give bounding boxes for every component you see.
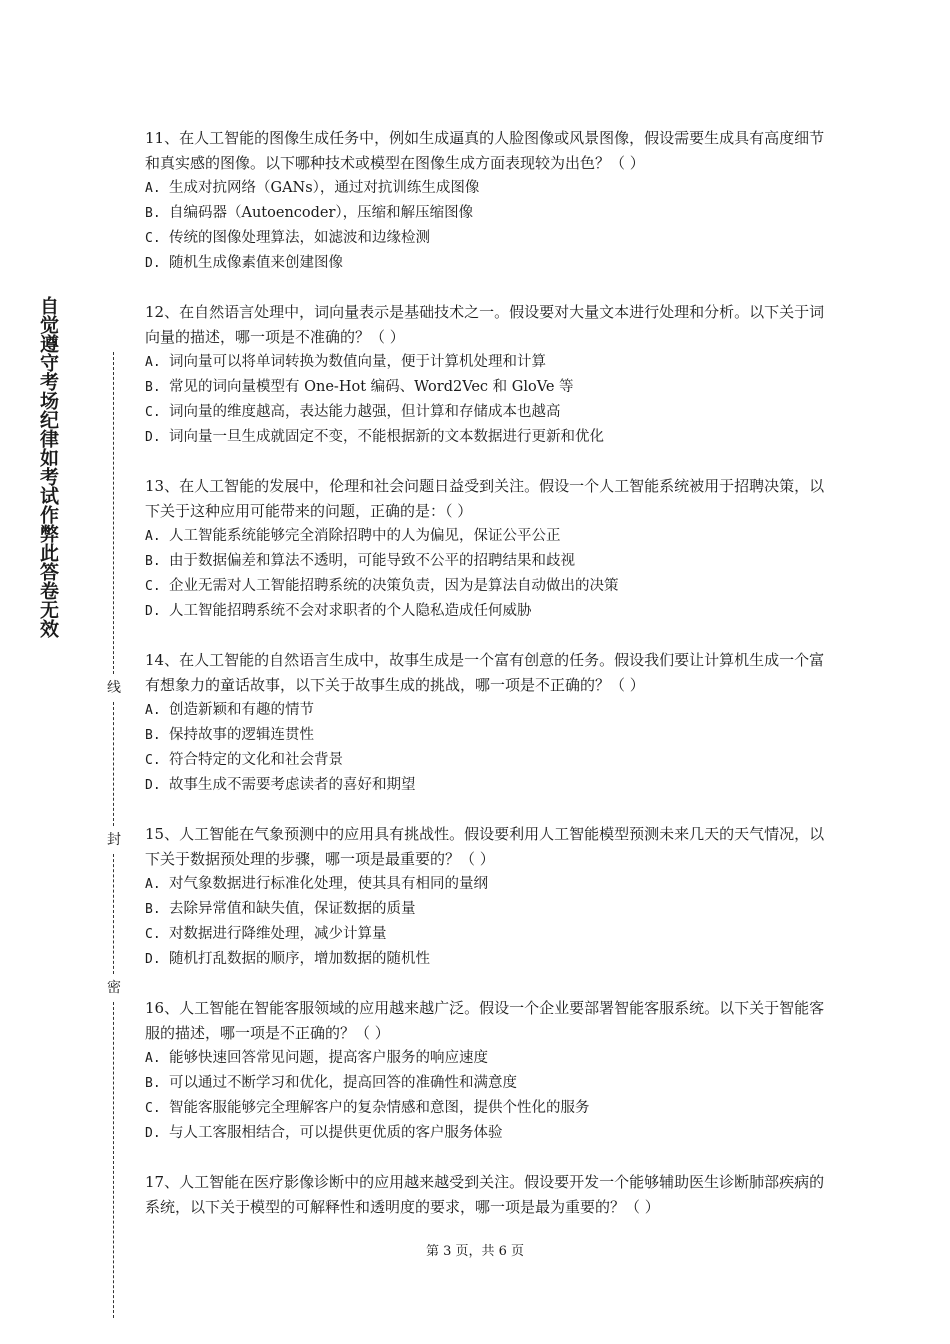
- option-letter: B.: [145, 206, 161, 221]
- option-d: [145, 251, 825, 276]
- option-letter: B.: [145, 554, 161, 569]
- option-letter: D.: [145, 1126, 161, 1141]
- option-text: 词向量的维度越高，表达能力越强，但计算和存储成本也越高: [169, 404, 561, 420]
- option-letter: D.: [145, 604, 161, 619]
- option-text: 常见的词向量模型有 One-Hot 编码、Word2Vec 和 GloVe 等: [169, 379, 574, 395]
- option-letter: C.: [145, 231, 161, 246]
- option-d: [145, 599, 825, 624]
- option-text: 与人工客服相结合，可以提供更优质的客户服务体验: [169, 1125, 503, 1141]
- option-text: 对气象数据进行标准化处理，使其具有相同的量纲: [169, 876, 488, 892]
- option-letter: C.: [145, 579, 161, 594]
- option-a: [145, 524, 825, 549]
- option-letter: B.: [145, 380, 161, 395]
- option-text: 传统的图像处理算法，如滤波和边缘检测: [169, 230, 430, 246]
- option-text: 随机打乱数据的顺序，增加数据的随机性: [169, 951, 430, 967]
- option-letter: A.: [145, 1051, 161, 1066]
- option-b: [145, 549, 825, 574]
- option-a: [145, 872, 825, 897]
- option-letter: A.: [145, 877, 161, 892]
- option-text: 人工智能系统能够完全消除招聘中的人为偏见，保证公平公正: [169, 528, 561, 544]
- option-b: [145, 1071, 825, 1096]
- binding-dash: [113, 1002, 114, 1318]
- question-stem: 15、人工智能在气象预测中的应用具有挑战性。假设要利用人工智能模型预测未来几天的天气情况，以下关于数据预处理的步骤，哪一项是最重要的？（ ）: [145, 825, 825, 868]
- option-text: 词向量可以将单词转换为数值向量，便于计算机处理和计算: [169, 354, 546, 370]
- option-letter: C.: [145, 927, 161, 942]
- option-d: [145, 425, 825, 450]
- option-text: 自编码器（Autoencoder），压缩和解压缩图像: [169, 205, 474, 221]
- option-c: [145, 574, 825, 599]
- question-list: [145, 126, 825, 1244]
- binding-mark-mi: 密: [104, 980, 124, 996]
- option-text: 智能客服能够完全理解客户的复杂情感和意图，提供个性化的服务: [169, 1100, 590, 1116]
- binding-dash: [113, 702, 114, 826]
- option-text: 符合特定的文化和社会背景: [169, 752, 343, 768]
- question-14: [145, 648, 825, 798]
- option-letter: A.: [145, 181, 161, 196]
- option-text: 去除异常值和缺失值，保证数据的质量: [169, 901, 416, 917]
- option-letter: B.: [145, 1076, 161, 1091]
- option-text: 保持故事的逻辑连贯性: [169, 727, 314, 743]
- question-stem: 12、在自然语言处理中，词向量表示是基础技术之一。假设要对大量文本进行处理和分析。以下关于词向量的描述，哪一项是不准确的？（ ）: [145, 303, 825, 346]
- option-letter: A.: [145, 355, 161, 370]
- option-c: [145, 922, 825, 947]
- option-b: [145, 723, 825, 748]
- option-text: 对数据进行降维处理，减少计算量: [169, 926, 387, 942]
- option-letter: B.: [145, 728, 161, 743]
- page-number: 第 3 页，共 6 页: [425, 1244, 525, 1259]
- option-letter: B.: [145, 902, 161, 917]
- option-letter: D.: [145, 778, 161, 793]
- option-letter: D.: [145, 952, 161, 967]
- option-letter: A.: [145, 703, 161, 718]
- question-12: [145, 300, 825, 450]
- option-text: 生成对抗网络（GANs），通过对抗训练生成图像: [169, 180, 480, 196]
- question-stem: 17、人工智能在医疗影像诊断中的应用越来越受到关注。假设要开发一个能够辅助医生诊断肺部疾病的系统，以下关于模型的可解释性和透明度的要求，哪一项是最为重要的？（ ）: [145, 1173, 825, 1216]
- option-letter: C.: [145, 753, 161, 768]
- question-11: [145, 126, 825, 276]
- option-text: 词向量一旦生成就固定不变，不能根据新的文本数据进行更新和优化: [169, 429, 604, 445]
- question-stem: 13、在人工智能的发展中，伦理和社会问题日益受到关注。假设一个人工智能系统被用于招聘决策，以下关于这种应用可能带来的问题，正确的是：（ ）: [145, 477, 825, 520]
- option-b: [145, 201, 825, 226]
- option-text: 由于数据偏差和算法不透明，可能导致不公平的招聘结果和歧视: [169, 553, 575, 569]
- option-a: [145, 176, 825, 201]
- option-d: [145, 1121, 825, 1146]
- option-text: 企业无需对人工智能招聘系统的决策负责，因为是算法自动做出的决策: [169, 578, 619, 594]
- option-letter: A.: [145, 529, 161, 544]
- option-c: [145, 748, 825, 773]
- option-letter: D.: [145, 430, 161, 445]
- binding-mark-feng: 封: [104, 832, 124, 848]
- question-stem: 11、在人工智能的图像生成任务中，例如生成逼真的人脸图像或风景图像，假设需要生成具有高度细节和真实感的图像。以下哪种技术或模型在图像生成方面表现较为出色？（ ）: [145, 129, 825, 172]
- option-c: [145, 1096, 825, 1121]
- option-d: [145, 773, 825, 798]
- exam-discipline-notice: 自觉遵守考场纪律如考试作弊此答卷无效: [37, 296, 59, 638]
- binding-dash: [113, 352, 114, 674]
- binding-dash: [113, 854, 114, 974]
- option-text: 能够快速回答常见问题，提高客户服务的响应速度: [169, 1050, 488, 1066]
- option-letter: C.: [145, 405, 161, 420]
- option-a: [145, 350, 825, 375]
- option-a: [145, 698, 825, 723]
- question-stem: 16、人工智能在智能客服领域的应用越来越广泛。假设一个企业要部署智能客服系统。以下关于智能客服的描述，哪一项是不正确的？（ ）: [145, 999, 825, 1042]
- option-c: [145, 400, 825, 425]
- option-b: [145, 897, 825, 922]
- option-d: [145, 947, 825, 972]
- option-letter: C.: [145, 1101, 161, 1116]
- option-a: [145, 1046, 825, 1071]
- question-stem: 14、在人工智能的自然语言生成中，故事生成是一个富有创意的任务。假设我们要让计算机生成一个富有想象力的童话故事，以下关于故事生成的挑战，哪一项是不正确的？（ ）: [145, 651, 825, 694]
- binding-mark-xian: 线: [104, 680, 124, 696]
- question-16: [145, 996, 825, 1146]
- question-15: [145, 822, 825, 972]
- question-13: [145, 474, 825, 624]
- option-text: 故事生成不需要考虑读者的喜好和期望: [169, 777, 416, 793]
- option-text: 随机生成像素值来创建图像: [169, 255, 343, 271]
- binding-line: [104, 352, 124, 1318]
- option-text: 可以通过不断学习和优化，提高回答的准确性和满意度: [169, 1075, 517, 1091]
- question-17: [145, 1170, 825, 1220]
- option-b: [145, 375, 825, 400]
- option-text: 创造新颖和有趣的情节: [169, 702, 314, 718]
- option-c: [145, 226, 825, 251]
- option-letter: D.: [145, 256, 161, 271]
- option-text: 人工智能招聘系统不会对求职者的个人隐私造成任何威胁: [169, 603, 532, 619]
